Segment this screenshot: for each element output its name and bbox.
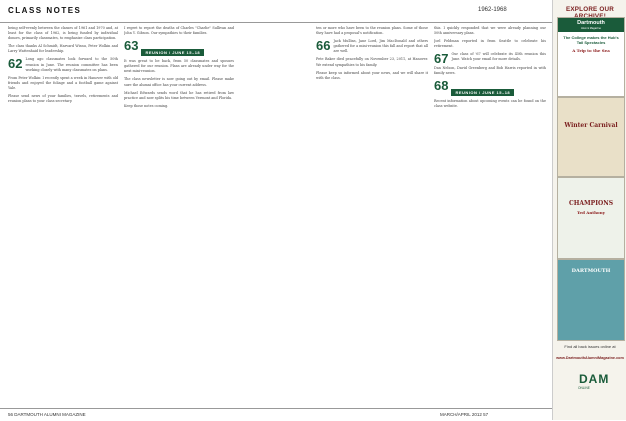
cover-headline: Winter Carnival (564, 122, 618, 129)
cover-subbrand: Alumni Magazine (581, 27, 601, 30)
class-note: Dan Nelson, David Greenberg and Bob Harris reported in with family news. (434, 65, 546, 75)
cover-tagline: Ted Anthony (577, 210, 605, 215)
column-2 (124, 26, 234, 406)
class-note: Jack Mullins, Jane Lord, Jim MacDonald and others gathered for a mini-reunion this fall and report that all are well. (333, 39, 428, 54)
archive-sidebar (552, 0, 626, 420)
class-note: being self-evenly between the classes of 1961 and 1970 and, at least for the class of 1962, is being funded by individual donors, primarily classmates, to emphasize class participation. (8, 26, 118, 41)
sidebar-title: EXPLORE OUR (565, 6, 615, 13)
dam-logo: DAM (579, 372, 610, 386)
class-number: 66 (316, 38, 331, 54)
dam-logo-sub: ONLINE (578, 386, 590, 390)
archive-caption: Find all back issues online at (564, 344, 616, 349)
archive-cover-3[interactable] (557, 177, 625, 259)
class-note: Recent information about upcoming events can be found on the class website. (434, 98, 546, 108)
class-note: It was great to be back, from 50 classmates and spouses gathered for our reunion. Plans are already under way for the next mini-reunion. (124, 59, 234, 74)
class-note: Our class of '67 will celebrate its 45th reunion this June. Watch your email for more details. (451, 52, 546, 62)
class-note: Please send news of your families, travels, retirements and reunion plans to your class secretary. (8, 94, 118, 104)
class-number: 67 (434, 51, 449, 67)
year-range: 1962-1968 (478, 7, 507, 13)
class-note: Long ago classmates look forward to the 50th reunion in June. The reunion committee has been working closely with many classmates on plans. (25, 57, 118, 72)
class-number: 68 (434, 77, 449, 93)
reunion-badge: REUNION / JUNE 15–18 (141, 49, 204, 56)
class-note: Pete Baker died peacefully on November 23, 2011, at Hanover. We extend sympathies to his family. (316, 57, 428, 67)
class-note: this. I quickly responded that we were already planning our 50th anniversary plans. (434, 26, 546, 36)
footer-left: 56 DARTMOUTH ALUMNI MAGAZINE (8, 412, 86, 417)
class-note: Joel Feldman reported in from Seattle to celebrate his retirement. (434, 39, 546, 49)
cover-tagline: A Trip to the Sea (572, 48, 610, 53)
class-number: 62 (8, 56, 23, 72)
class-note: Michael Edwards sends word that he has retired from law practice and now splits his time between Vermont and Florida. (124, 90, 234, 100)
column-4 (434, 26, 546, 406)
reunion-badge: REUNION / JUNE 15–18 (451, 89, 514, 96)
column-1 (8, 26, 118, 406)
page-footer (0, 408, 552, 421)
cover-stamp: DARTMOUTH (571, 268, 611, 274)
class-number: 63 (124, 38, 139, 54)
archive-cover-1[interactable] (557, 17, 625, 97)
class-note: Please keep us informed about your news, and we will share it with the class. (316, 70, 428, 80)
page-header (0, 0, 626, 23)
class-note: Keep those notes coming. (124, 103, 169, 108)
archive-cover-4[interactable] (557, 259, 625, 341)
cover-headline: The College makes the Hub's Tail Spectacles (563, 35, 619, 45)
class-note: The class newsletter is now going out by email. Please make sure the alumni office has your current address. (124, 77, 234, 87)
class-note: The class thanks Al Schmidt, Harvard Wisnu, Peter Wolkin and Larry Wattenhaid for leadership. (8, 44, 118, 54)
cover-brand: Dartmouth (577, 20, 605, 26)
class-note: I regret to report the deaths of Charles "Charlie" Sullivan and John Y. Gibson. Our sympathies to their families. (124, 26, 234, 36)
cover-masthead (558, 18, 624, 32)
section-title: CLASS NOTES (8, 6, 82, 15)
column-3 (316, 26, 428, 406)
class-note: ten or more who have been to the reunion plans. Some of those they have had a proposal's notification. (316, 26, 428, 36)
archive-link[interactable]: www.DartmouthAlumniMagazine.com (556, 356, 624, 360)
footer-right: MARCH/APRIL 2012 57 (440, 412, 489, 417)
class-note: From Peter Wolkin: I recently spent a week in Hanover with old friends and enjoyed the foliage and a football game against Yale. (8, 75, 118, 90)
archive-cover-2[interactable] (557, 97, 625, 177)
cover-headline: CHAMPIONS (568, 200, 614, 207)
